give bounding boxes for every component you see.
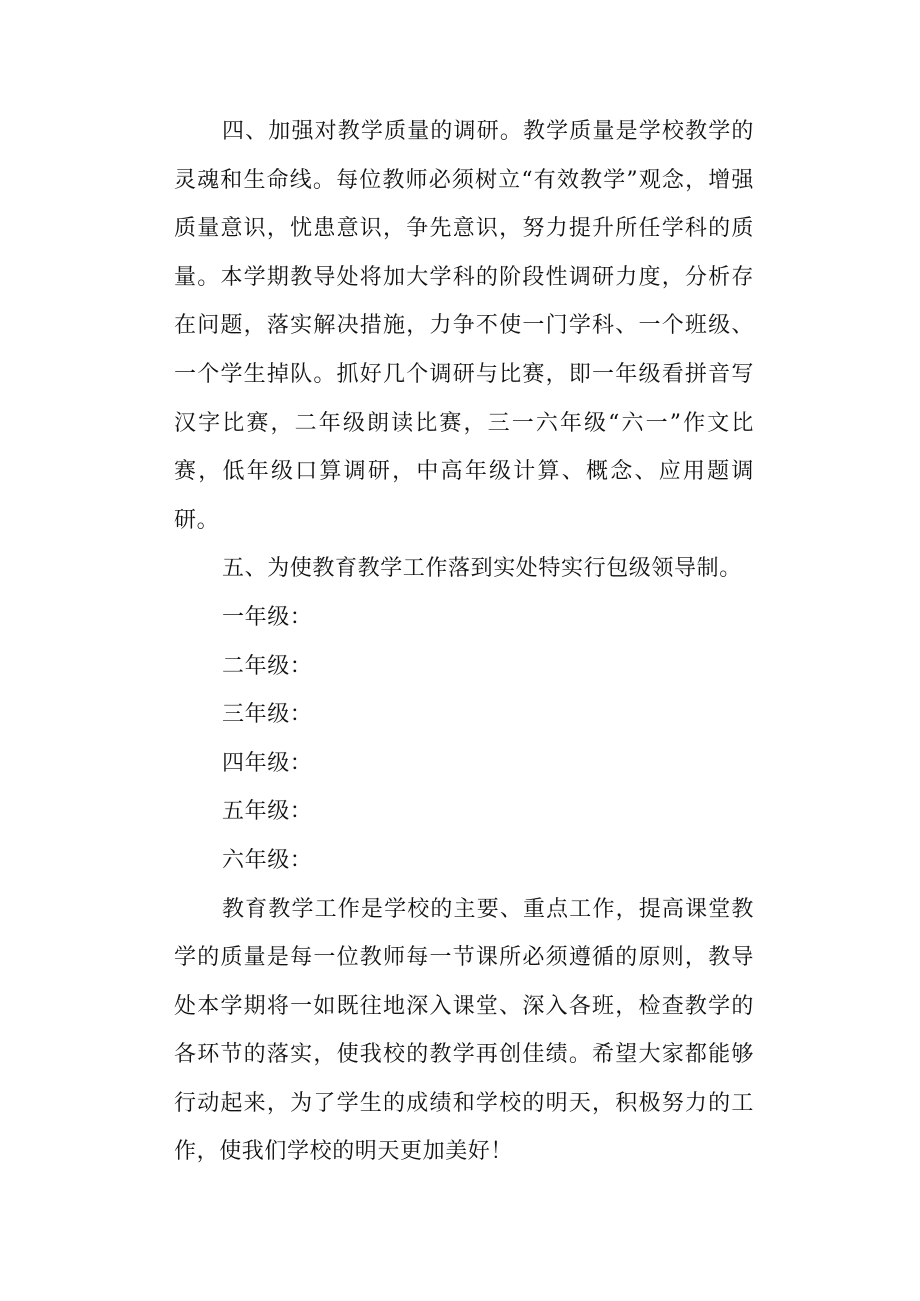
grade-item-4: 四年级：	[222, 750, 313, 776]
document-body	[174, 108, 754, 1177]
paragraph-teaching-quality-research: 四、加强对教学质量的调研。教学质量是学校教学的灵魂和生命线。每位教师必须树立“有效教学”观念，增强质量意识，忧患意识，争先意识，努力提升所任学科的质量。本学期教导处将加大学科的阶段性调研力度，分析存在问题，落实解决措施，力争不使一门学科、一个班级、一个学生掉队。抓好几个调研与比赛，即一年级看拼音写汉字比赛，二年级朗读比赛，三一六年级“六一”作文比赛，低年级口算调研，中高年级计算、概念、应用题调研。	[174, 119, 754, 533]
grade-item-5: 五年级：	[222, 799, 313, 825]
grade-item-6: 六年级：	[222, 847, 313, 873]
grade-item-3: 三年级：	[222, 702, 313, 728]
paragraph-closing: 教育教学工作是学校的主要、重点工作，提高课堂教学的质量是每一位教师每一节课所必须遵循的原则，教导处本学期将一如既往地深入课堂、深入各班，检查教学的各环节的落实，使我校的教学再创佳绩。希望大家都能够行动起来，为了学生的成绩和学校的明天，积极努力的工作，使我们学校的明天更加美好！	[174, 896, 754, 1165]
grade-item-2: 二年级：	[222, 653, 313, 679]
grade-item-1: 一年级：	[222, 604, 313, 630]
paragraph-grade-leadership: 五、为使教育教学工作落到实处特实行包级领导制。	[222, 556, 742, 582]
